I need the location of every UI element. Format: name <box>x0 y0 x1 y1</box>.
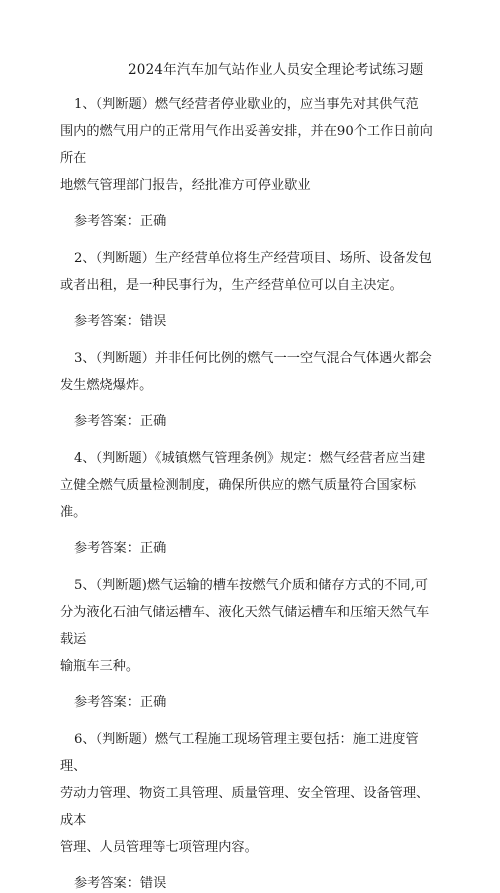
question-line: 输瓶车三种。 <box>60 659 140 674</box>
document-title: 2024年汽车加气站作业人员安全理论考试练习题 <box>128 62 424 78</box>
question-6 <box>60 726 440 893</box>
question-line: 立健全燃气质量检测制度，确保所供应的燃气质量符合国家标准。 <box>60 478 417 520</box>
question-3 <box>60 345 440 431</box>
answer-text: 参考答案：错误 <box>74 876 167 891</box>
question-line: 2、（判断题）生产经营单位将生产经营项目、场所、设备发包 <box>74 251 432 266</box>
question-line: 劳动力管理、物资工具管理、质量管理、安全管理、设备管理、成本 <box>60 786 430 828</box>
question-line: 1、（判断题）燃气经营者停业歇业的，应当事先对其供气范 <box>74 97 419 112</box>
question-text <box>60 91 440 199</box>
question-5 <box>60 572 440 712</box>
question-2 <box>60 245 440 331</box>
question-1 <box>60 91 440 231</box>
question-text <box>60 445 440 526</box>
answer-text: 参考答案：错误 <box>74 314 167 329</box>
question-text <box>60 726 440 861</box>
question-line: 或者出租，是一种民事行为，生产经营单位可以自主决定。 <box>60 278 403 293</box>
question-line: 4、（判断题）《城镇燃气管理条例》规定：燃气经营者应当建 <box>74 451 426 466</box>
question-text <box>60 345 440 399</box>
question-line: 分为液化石油气储运槽车、液化天然气储运槽车和压缩天然气车载运 <box>60 605 430 647</box>
question-line: 管理、人员管理等七项管理内容。 <box>60 840 258 855</box>
question-line: 5、（判断题)燃气运输的槽车按燃气介质和储存方式的不同,可 <box>74 578 428 593</box>
question-text <box>60 572 440 680</box>
question-line: 围内的燃气用户的正常用气作出妥善安排，并在90个工作日前向所在 <box>60 124 433 166</box>
question-4 <box>60 445 440 558</box>
answer-text: 参考答案：正确 <box>74 541 167 556</box>
question-line: 6、（判断题）燃气工程施工现场管理主要包括：施工进度管理、 <box>60 732 419 774</box>
question-text <box>60 245 440 299</box>
question-line: 发生燃烧爆炸。 <box>60 378 153 393</box>
answer-text: 参考答案：正确 <box>74 695 167 710</box>
question-line: 地燃气管理部门报告，经批准方可停业歇业 <box>60 178 311 193</box>
answer-text: 参考答案：正确 <box>74 414 167 429</box>
question-line: 3、（判断题）并非任何比例的燃气一一空气混合气体遇火都会 <box>74 351 432 366</box>
answer-text: 参考答案：正确 <box>74 214 167 229</box>
